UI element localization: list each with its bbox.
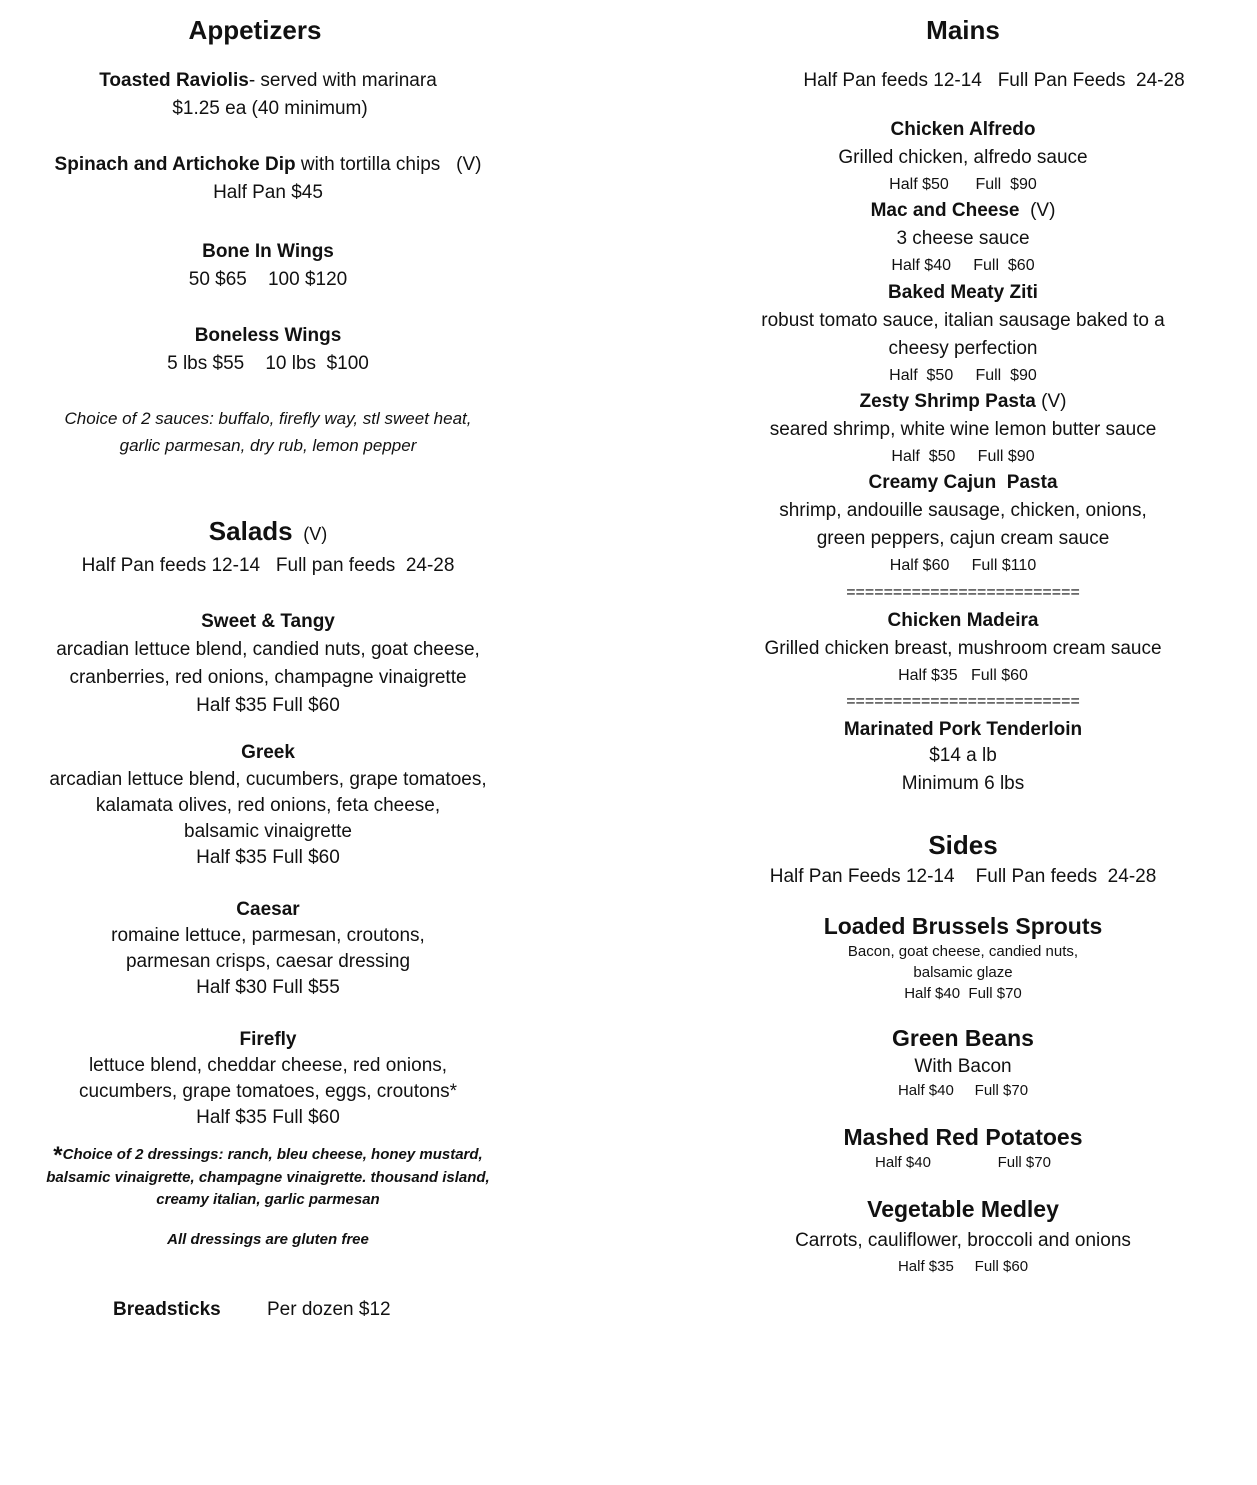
dressing-note-text: Choice of 2 dressings: ranch, bleu cheese, honey mustard, xyxy=(62,1146,483,1163)
item-price: Half $40 Full $70 xyxy=(875,1154,1051,1171)
item-name: Spinach and Artichoke Dip xyxy=(54,154,296,175)
item-price: Half $30 Full $55 xyxy=(196,977,340,998)
item-name: Toasted Raviolis xyxy=(99,70,249,91)
item-description: robust tomato sauce, italian sausage baked to a xyxy=(761,310,1165,331)
item-description: arcadian lettuce blend, candied nuts, goat cheese, xyxy=(56,639,480,660)
item-description: seared shrimp, white wine lemon butter sauce xyxy=(769,419,1157,440)
item-name: Mac and Cheese xyxy=(870,200,1020,221)
item-price: Half $60 Full $110 xyxy=(889,557,1037,574)
menu-item-zesty-shrimp-pasta xyxy=(860,391,1067,413)
item-description: romaine lettuce, parmesan, croutons, xyxy=(111,925,425,946)
item-description: lettuce blend, cheddar cheese, red onions, xyxy=(88,1055,448,1076)
item-price: 50 $65 100 $120 xyxy=(188,269,348,290)
item-price: 5 lbs $55 10 lbs $100 xyxy=(167,353,369,374)
sides-heading: Sides xyxy=(928,830,998,860)
item-description: Grilled chicken breast, mushroom cream sauce xyxy=(764,638,1162,659)
asterisk: * xyxy=(53,1142,63,1169)
side-item-green-beans: Green Beans xyxy=(892,1025,1034,1051)
appetizers-heading: Appetizers xyxy=(188,15,322,45)
item-description: - served with marinara xyxy=(248,70,437,91)
item-minimum: Minimum 6 lbs xyxy=(901,773,1025,794)
mains-serving-info: Half Pan feeds 12-14 Full Pan Feeds 24-28 xyxy=(803,70,1185,91)
item-description: cranberries, red onions, champagne vinaigrette xyxy=(69,667,467,688)
side-item-vegetable-medley: Vegetable Medley xyxy=(867,1196,1059,1222)
menu-item-baked-meaty-ziti: Baked Meaty Ziti xyxy=(888,282,1038,303)
item-description: cucumbers, grape tomatoes, eggs, croutons* xyxy=(78,1081,458,1102)
item-price: Half $35 Full $60 xyxy=(196,695,340,716)
vegetarian-tag: (V) xyxy=(1019,200,1056,221)
side-item-loaded-brussels-sprouts: Loaded Brussels Sprouts xyxy=(823,913,1103,939)
salads-title: Salads xyxy=(208,516,293,546)
separator-line: ========================= xyxy=(846,693,1080,710)
item-description: With Bacon xyxy=(914,1056,1012,1077)
menu-item-boneless-wings: Boneless Wings xyxy=(194,325,342,346)
item-description: Carrots, cauliflower, broccoli and onions xyxy=(795,1230,1131,1251)
item-price: Half $35 Full $60 xyxy=(196,1107,340,1128)
mains-heading: Mains xyxy=(926,15,1000,45)
item-price: Half $50 Full $90 xyxy=(889,176,1037,193)
menu-item-toasted-raviolis xyxy=(99,70,437,92)
vegetarian-tag: (V) xyxy=(303,524,328,544)
item-price: $14 a lb xyxy=(929,745,997,766)
menu-item-chicken-alfredo: Chicken Alfredo xyxy=(890,119,1036,140)
salads-serving-info: Half Pan feeds 12-14 Full pan feeds 24-28 xyxy=(81,555,455,576)
menu-item-sweet-tangy: Sweet & Tangy xyxy=(201,611,335,632)
item-price: Half $50 Full $90 xyxy=(891,448,1035,465)
item-price: Per dozen $12 xyxy=(267,1299,391,1320)
item-description: balsamic glaze xyxy=(913,964,1013,981)
separator-line: ========================= xyxy=(846,584,1080,601)
vegetarian-tag: (V) xyxy=(1035,391,1067,412)
sides-serving-info: Half Pan Feeds 12-14 Full Pan feeds 24-28 xyxy=(769,866,1157,887)
menu-item-firefly: Firefly xyxy=(239,1029,297,1050)
menu-item-mac-and-cheese xyxy=(871,200,1056,222)
dressing-choice-note: creamy italian, garlic parmesan xyxy=(156,1191,380,1208)
menu-item-bone-in-wings: Bone In Wings xyxy=(202,241,334,262)
menu-item-marinated-pork-tenderloin: Marinated Pork Tenderloin xyxy=(843,719,1083,740)
sauce-choice-note: garlic parmesan, dry rub, lemon pepper xyxy=(119,436,417,455)
item-price: Half $40 Full $70 xyxy=(904,985,1022,1002)
item-description: kalamata olives, red onions, feta cheese, xyxy=(95,795,441,816)
menu-item-caesar: Caesar xyxy=(236,899,300,920)
item-description: 3 cheese sauce xyxy=(896,228,1030,249)
item-price: Half $35 Full $60 xyxy=(897,1258,1029,1275)
dressing-choice-note: balsamic vinaigrette, champagne vinaigrette. thousand island, xyxy=(46,1169,490,1186)
side-item-mashed-red-potatoes: Mashed Red Potatoes xyxy=(843,1124,1083,1150)
gluten-free-note: All dressings are gluten free xyxy=(167,1231,369,1248)
menu-item-chicken-madeira: Chicken Madeira xyxy=(887,610,1039,631)
menu-item-spinach-artichoke-dip xyxy=(55,154,482,176)
menu-item-creamy-cajun-pasta: Creamy Cajun Pasta xyxy=(868,472,1058,493)
menu-item-breadsticks: Breadsticks xyxy=(113,1299,221,1320)
item-description: Bacon, goat cheese, candied nuts, xyxy=(847,943,1079,960)
item-price: Half $40 Full $60 xyxy=(891,257,1035,274)
item-price: Half $35 Full $60 xyxy=(196,847,340,868)
menu-item-greek: Greek xyxy=(241,742,295,763)
item-description: green peppers, cajun cream sauce xyxy=(816,528,1110,549)
item-price: Half Pan $45 xyxy=(213,182,323,203)
item-name: Zesty Shrimp Pasta xyxy=(859,391,1036,412)
item-description: cheesy perfection xyxy=(888,338,1038,359)
dressing-choice-note xyxy=(53,1138,483,1169)
item-description: arcadian lettuce blend, cucumbers, grape tomatoes, xyxy=(49,769,487,790)
item-description: Grilled chicken, alfredo sauce xyxy=(838,147,1088,168)
sauce-choice-note: Choice of 2 sauces: buffalo, firefly way, stl sweet heat, xyxy=(64,409,472,428)
item-price: $1.25 ea (40 minimum) xyxy=(172,98,368,119)
salads-heading xyxy=(209,516,327,547)
item-description: parmesan crisps, caesar dressing xyxy=(125,951,411,972)
item-price: Half $35 Full $60 xyxy=(898,667,1028,684)
item-price: Half $50 Full $90 xyxy=(889,367,1037,384)
item-description: balsamic vinaigrette xyxy=(184,821,352,842)
item-price: Half $40 Full $70 xyxy=(897,1082,1029,1099)
item-description: shrimp, andouille sausage, chicken, onions, xyxy=(779,500,1147,521)
item-description: with tortilla chips (V) xyxy=(295,154,482,175)
